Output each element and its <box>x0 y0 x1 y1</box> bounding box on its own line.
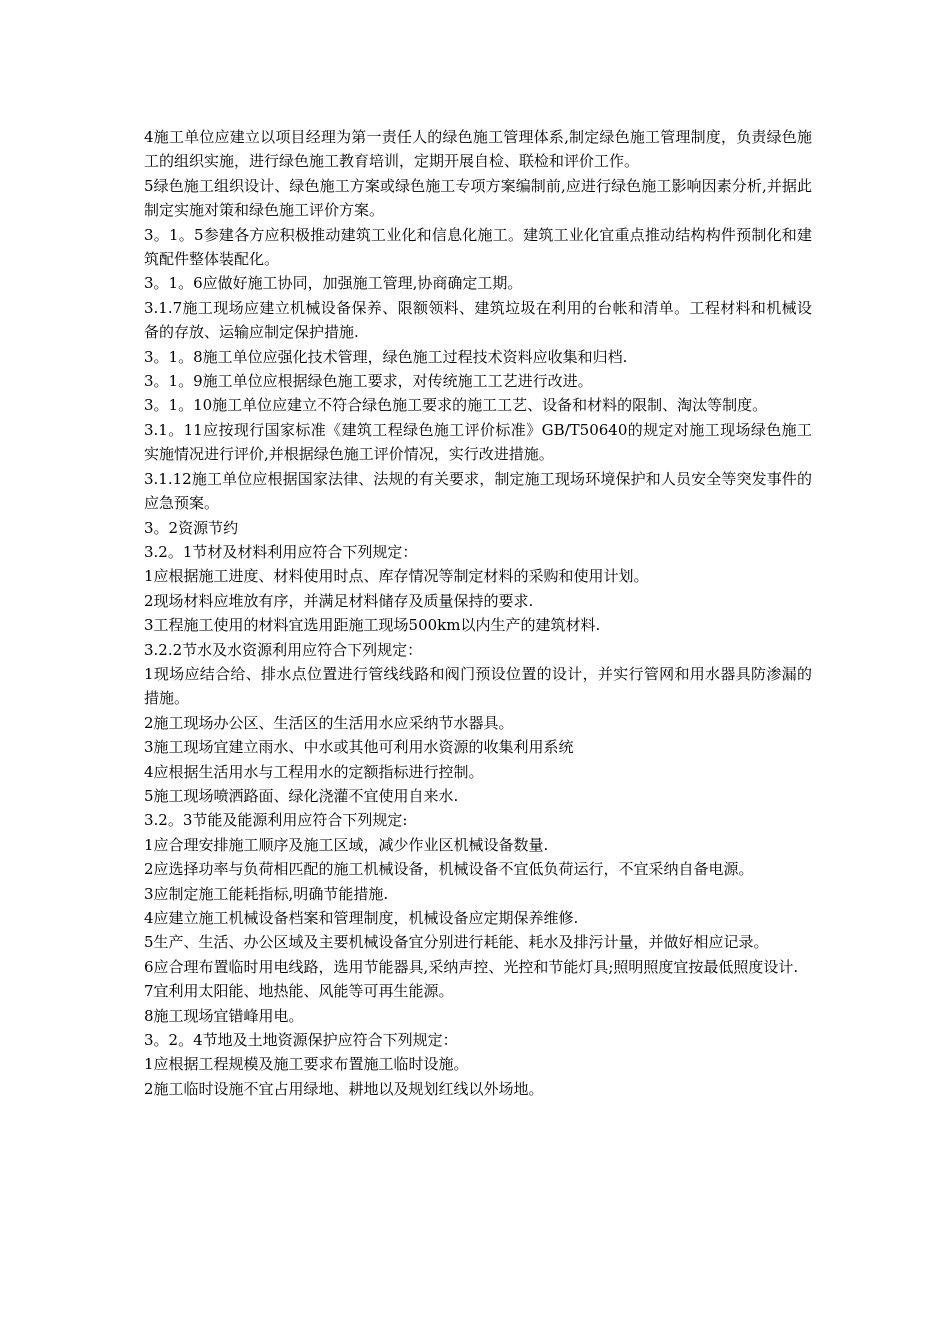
clause-3-2-4: 3。2。4节地及土地资源保护应符合下列规定： <box>144 1031 458 1050</box>
list-item: 8施工现场宜错峰用电。 <box>144 1006 304 1025</box>
clause-3-1-9: 3。1。9施工单位应根据绿色施工要求，对传统施工工艺进行改进。 <box>144 372 593 391</box>
clause-3-1-11: 3.1。11应按现行国家标准《建筑工程绿色施工评价标准》GB/T50640的规定对施工现场绿色施工实施情况进行评价,并根据绿色施工评价情况，实行改进措施。 <box>144 420 812 464</box>
list-item: 3应制定施工能耗指标,明确节能措施. <box>144 884 389 903</box>
section-heading-3-2: 3。2资源节约 <box>144 518 239 537</box>
list-item: 1应合理安排施工顺序及施工区域，减少作业区机械设备数量. <box>144 835 549 854</box>
list-item: 2施工现场办公区、生活区的生活用水应采纳节水器具。 <box>144 713 514 732</box>
clause-3-1-5: 3。1。5参建各方应积极推动建筑工业化和信息化施工。建筑工业化宜重点推动结构构件预制化和建筑配件整体装配化。 <box>144 225 812 269</box>
list-item: 5生产、生活、办公区域及主要机械设备宜分别进行耗能、耗水及排污计量，并做好相应记录。 <box>144 933 769 952</box>
clause-3-2-3: 3.2。3节能及能源利用应符合下列规定: <box>144 811 408 830</box>
list-item: 6应合理布置临时用电线路，选用节能器具,采纳声控、光控和节能灯具;照明照度宜按最低照度设计. <box>144 957 799 976</box>
list-item: 4应建立施工机械设备档案和管理制度，机械设备应定期保养维修. <box>144 909 579 927</box>
list-item: 2现场材料应堆放有序，并满足材料储存及质量保持的要求. <box>144 591 534 610</box>
list-item: 7宜利用太阳能、地热能、风能等可再生能源。 <box>144 982 454 1001</box>
clause-3-1-7: 3.1.7施工现场应建立机械设备保养、限额领料、建筑垃圾在利用的台帐和清单。工程材料和机械设备的存放、运输应制定保护措施. <box>144 298 812 342</box>
clause-3-1-12: 3.1.12施工单位应根据国家法律、法规的有关要求，制定施工现场环境保护和人员安全等突发事件的应急预案。 <box>144 469 812 513</box>
clause-3-1-8: 3。1。8施工单位应强化技术管理，绿色施工过程技术资料应收集和归档. <box>144 347 628 366</box>
clause-3-2-1: 3.2。1节材及材料利用应符合下列规定： <box>144 542 418 561</box>
list-item: 1应根据工程规模及施工要求布置施工临时设施。 <box>144 1055 469 1074</box>
list-item: 2应选择功率与负荷相匹配的施工机械设备，机械设备不宜低负荷运行，不宜采纳自备电源。 <box>144 860 754 879</box>
list-item: 3施工现场宜建立雨水、中水或其他可利用水资源的收集利用系统 <box>144 738 574 757</box>
clause-3-1-6: 3。1。6应做好施工协同，加强施工管理,协商确定工期。 <box>144 274 523 293</box>
list-item: 3工程施工使用的材料宜选用距施工现场500km以内生产的建筑材料. <box>144 616 601 635</box>
document-body <box>144 125 812 1101</box>
list-item: 5施工现场喷洒路面、绿化浇灌不宜使用自来水. <box>144 786 459 805</box>
list-item: 1应根据施工进度、材料使用时点、库存情况等制定材料的采购和使用计划。 <box>144 567 649 586</box>
clause-3-1-10: 3。1。10施工单位应建立不符合绿色施工要求的施工工艺、设备和材料的限制、淘汰等制度。 <box>144 396 768 415</box>
list-item: 4应根据生活用水与工程用水的定额指标进行控制。 <box>144 762 484 781</box>
list-item: 2施工临时设施不宜占用绿地、耕地以及规划红线以外场地。 <box>144 1079 544 1098</box>
clause-3-2-2: 3.2.2节水及水资源利用应符合下列规定： <box>144 640 423 659</box>
paragraph-item-4: 4施工单位应建立以项目经理为第一责任人的绿色施工管理体系,制定绿色施工管理制度，负责绿色施工的组织实施，进行绿色施工教育培训，定期开展自检、联检和评价工作。 <box>144 128 812 171</box>
list-item: 1现场应结合给、排水点位置进行管线线路和阀门预设位置的设计，并实行管网和用水器具防渗漏的措施。 <box>144 664 812 708</box>
paragraph-item-5: 5绿色施工组织设计、绿色施工方案或绿色施工专项方案编制前,应进行绿色施工影响因素分析,并据此制定实施对策和绿色施工评价方案。 <box>144 176 812 220</box>
